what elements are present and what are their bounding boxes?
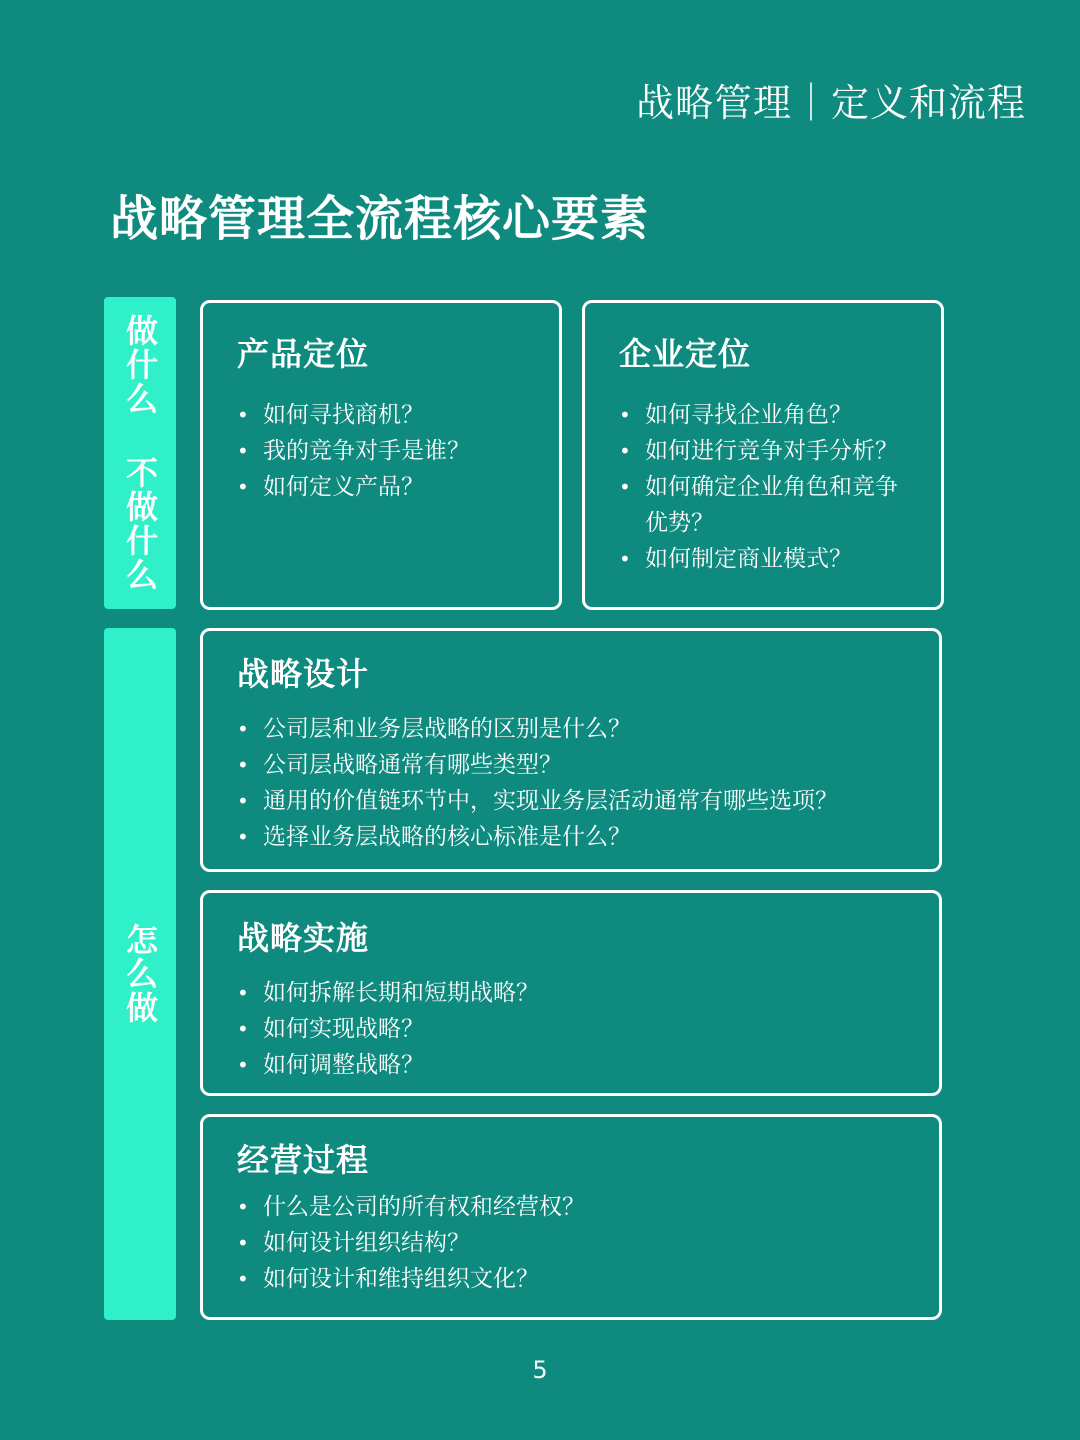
card-title: 战略设计 bbox=[237, 655, 370, 693]
list-item: • 我的竞争对手是谁？ bbox=[237, 433, 525, 469]
list-item: • 如何定义产品？ bbox=[237, 469, 525, 505]
side-label-how bbox=[104, 628, 176, 1320]
card-product-positioning bbox=[200, 300, 562, 610]
list-item: • 如何寻找商机？ bbox=[237, 397, 525, 433]
header-title: 战略管理｜定义和流程 bbox=[635, 81, 1026, 125]
list-item: • 什么是公司的所有权和经营权？ bbox=[237, 1189, 905, 1225]
card-enterprise-positioning bbox=[582, 300, 944, 610]
list-item: • 选择业务层战略的核心标准是什么？ bbox=[237, 819, 905, 855]
list-item: • 通用的价值链环节中，实现业务层活动通常有哪些选项？ bbox=[237, 783, 905, 819]
list-item: • 如何制定商业模式？ bbox=[619, 541, 907, 577]
list-item: • 如何设计和维持组织文化？ bbox=[237, 1261, 905, 1297]
card-title: 经营过程 bbox=[237, 1141, 370, 1179]
page-title: 战略管理全流程核心要素 bbox=[110, 191, 650, 247]
list-item: • 如何寻找企业角色？ bbox=[619, 397, 907, 433]
card-strategy-design bbox=[200, 628, 942, 872]
list-item: • 如何确定企业角色和竞争优势？ bbox=[619, 469, 907, 541]
list-item: • 如何拆解长期和短期战略？ bbox=[237, 975, 905, 1011]
list-item: • 如何设计组织结构？ bbox=[237, 1225, 905, 1261]
card-title: 战略实施 bbox=[237, 919, 370, 957]
page-number: 5 bbox=[532, 1356, 548, 1384]
card-title: 产品定位 bbox=[237, 335, 370, 373]
side-label-how-text: 怎么做 bbox=[121, 923, 159, 1025]
list-item: • 公司层战略通常有哪些类型？ bbox=[237, 747, 905, 783]
list-item: • 如何进行竞争对手分析？ bbox=[619, 433, 907, 469]
card-title: 企业定位 bbox=[619, 335, 752, 373]
card-operation-process bbox=[200, 1114, 942, 1320]
card-strategy-implementation bbox=[200, 890, 942, 1096]
list-item: • 如何实现战略？ bbox=[237, 1011, 905, 1047]
side-label-what bbox=[104, 297, 176, 609]
list-item: • 公司层和业务层战略的区别是什么？ bbox=[237, 711, 905, 747]
list-item: • 如何调整战略？ bbox=[237, 1047, 905, 1083]
side-label-what-text: 做什么 不做什么 bbox=[121, 314, 159, 592]
